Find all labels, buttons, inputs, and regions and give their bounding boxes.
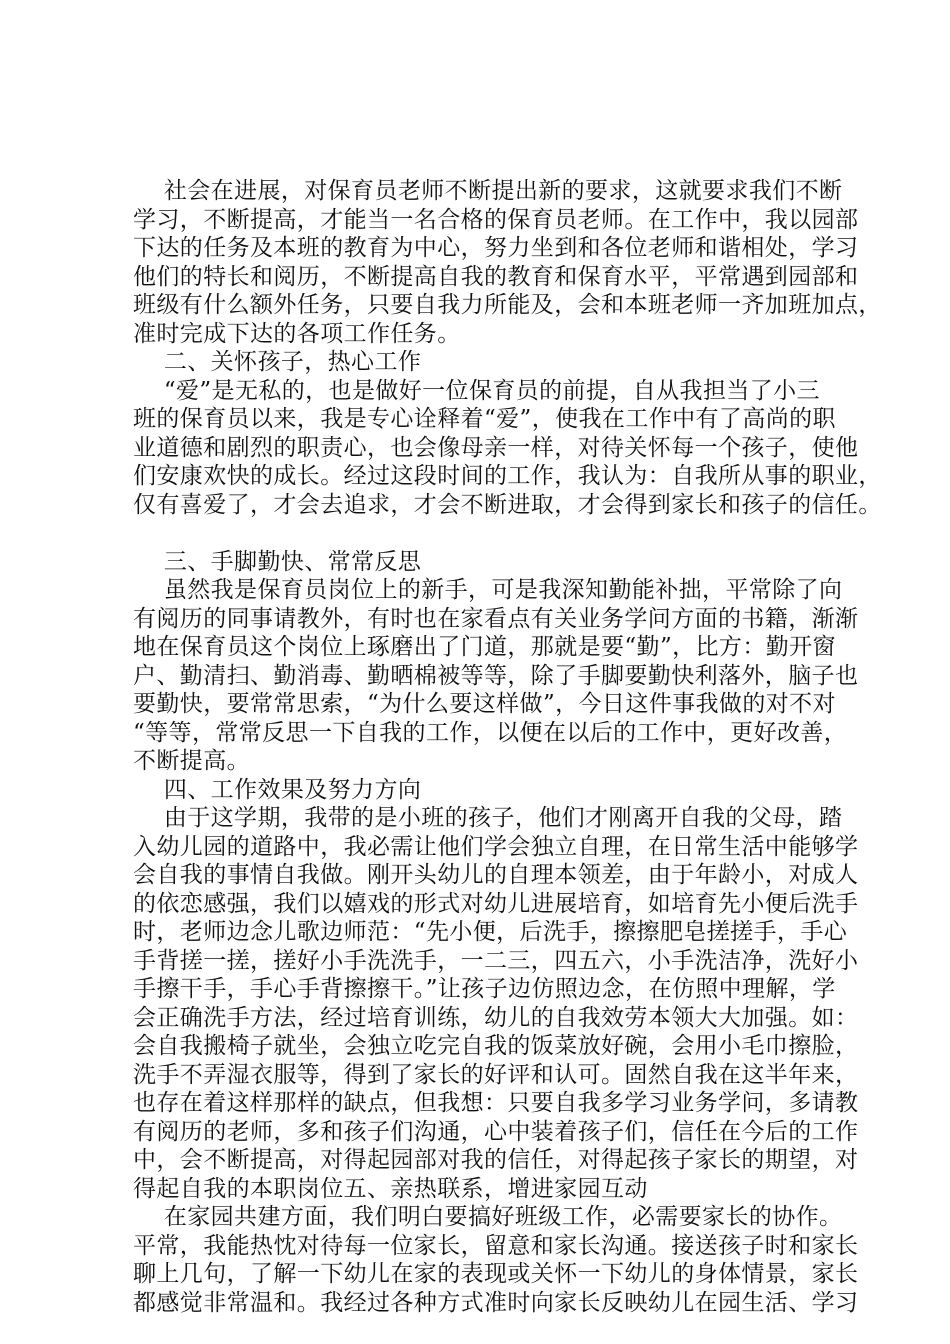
text-line: 聊上几句，了解一下幼儿在家的表现或关怀一下幼儿的身体情景，家长	[133, 1261, 859, 1287]
text-line: 不断提高。	[133, 748, 250, 774]
section-heading: 三、手脚勤快、常常反思	[133, 548, 422, 575]
section-heading: 四、工作效果及努力方向	[133, 776, 422, 803]
text-line: 手擦干手，手心手背擦擦干。”让孩子边仿照边念，在仿照中理解，学	[133, 976, 836, 1002]
text-line: 业道德和剧烈的职责心，也会像母亲一样，对待关怀每一个孩子，使他	[133, 434, 859, 461]
text-line: 也存在着这样那样的缺点，但我想：只要自我多学习业务学问，多请教	[133, 1090, 859, 1116]
text-line: 由于这学期，我带的是小班的孩子，他们才刚离开自我的父母，踏	[133, 805, 843, 831]
text-line: 会自我搬椅子就坐，会独立吃完自我的饭菜放好碗，会用小毛巾擦脸，	[133, 1033, 859, 1059]
text-line: 得起自我的本职岗位五、亲热联系，增进家园互动	[133, 1175, 648, 1202]
text-line: 虽然我是保育员岗位上的新手，可是我深知勤能补拙，平常除了向	[133, 577, 843, 603]
text-line: 地在保育员这个岗位上琢磨出了门道，那就是要“勤”，比方：勤开窗	[133, 634, 836, 660]
text-line: 要勤快，要常常思索，“为什么要这样做”，今日这件事我做的对不对	[133, 691, 836, 717]
text-line: 有阅历的同事请教外，有时也在家看点有关业务学问方面的书籍，渐渐	[133, 605, 859, 632]
text-line: 仅有喜爱了，才会去追求，才会不断进取，才会得到家长和孩子的信任。	[133, 491, 882, 518]
text-line: 洗手不弄湿衣服等，得到了家长的好评和认可。固然自我在这半年来，	[133, 1061, 859, 1088]
text-line: 他们的特长和阅历，不断提高自我的教育和保育水平，平常遇到园部和	[133, 263, 859, 290]
text-line: 时，老师边念儿歌边师范：“先小便，后洗手，擦擦肥皂搓搓手，手心	[133, 919, 848, 945]
text-line: 户、勤清扫、勤消毒、勤晒棉被等等，除了手脚要勤快利落外，脑子也	[133, 662, 859, 689]
text-line: 都感觉非常温和。我经过各种方式准时向家长反映幼儿在园生活、学习	[133, 1289, 859, 1316]
text-line: 会自我的事情自我做。刚开头幼儿的自理本领差，由于年龄小，对成人	[133, 862, 859, 888]
text-line: 在家园共建方面，我们明白要搞好班级工作，必需要家长的协作。	[133, 1204, 843, 1230]
text-line: 的依恋感强，我们以嬉戏的形式对幼儿进展培育，如培育先小便后洗手	[133, 890, 859, 917]
text-line: 班的保育员以来，我是专心诠释着“爱”，使我在工作中有了高尚的职	[133, 406, 836, 432]
text-line: 手背搓一搓，搓好小手洗洗手，一二三，四五六，小手洗洁净，洗好小	[133, 947, 859, 974]
text-line: “等等，常常反思一下自我的工作，以便在以后的工作中，更好改善，	[133, 719, 848, 746]
text-line: 中，会不断提高，对得起园部对我的信任，对得起孩子家长的期望，对	[133, 1147, 859, 1173]
text-line: 们安康欢快的成长。经过这段时间的工作，我认为：自我所从事的职业，	[133, 463, 882, 489]
section-heading: 二、关怀孩子，热心工作	[133, 349, 422, 375]
text-line: 准时完成下达的各项工作任务。	[133, 320, 461, 347]
text-line: 班级有什么额外任务，只要自我力所能及，会和本班老师一齐加班加点，	[133, 292, 882, 318]
text-line: 平常，我能热忱对待每一位家长，留意和家长沟通。接送孩子时和家长	[133, 1232, 859, 1259]
text-line: “爱”是无私的，也是做好一位保育员的前提，自从我担当了小三	[133, 377, 820, 404]
text-line: 会正确洗手方法，经过培育训练，幼儿的自我效劳本领大大加强。如：	[133, 1004, 859, 1031]
body-text	[133, 177, 882, 1317]
text-line: 入幼儿园的道路中，我必需让他们学会独立自理，在日常生活中能够学	[133, 833, 859, 860]
text-line: 下达的任务及本班的教育为中心，努力坐到和各位老师和谐相处，学习	[133, 235, 859, 261]
text-line: 有阅历的老师，多和孩子们沟通，心中装着孩子们，信任在今后的工作	[133, 1118, 859, 1145]
text-line: 社会在进展，对保育员老师不断提出新的要求，这就要求我们不断	[133, 178, 843, 204]
text-line: 学习，不断提高，才能当一名合格的保育员老师。在工作中，我以园部	[133, 206, 859, 233]
